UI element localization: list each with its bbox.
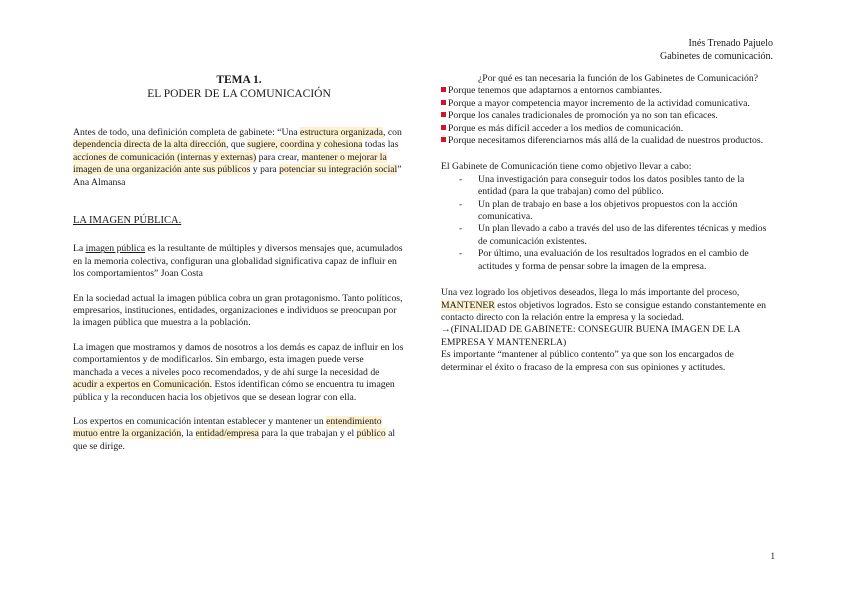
list-item (441, 135, 775, 147)
question-text: ¿Por qué es tan necesaria la función de los Gabinetes de Comunicación? (478, 73, 759, 84)
red-square-bullet-icon (441, 112, 446, 117)
society-paragraph: En la sociedad actual la imagen pública cobra un gran protagonismo. Tanto políticos, empresarios, instituciones, entidades, organizaciones e individuos se preocupan por la imagen pública que muestra a la población. (73, 292, 403, 329)
document-header (660, 37, 773, 63)
highlighted-text: entendimiento mutuo entre la organización (73, 415, 382, 440)
list-item-text: Un plan de trabajo en base a los objetivos propuestos con la acción comunicativa. (478, 198, 738, 223)
list-item (441, 223, 775, 248)
page-subtitle: EL PODER DE LA COMUNICACIÓN (147, 88, 331, 100)
text-span: ” Ana Almansa (73, 164, 402, 188)
dash-bullet: - (459, 223, 463, 235)
definition-paragraph (73, 127, 405, 189)
underlined-text: imagen pública (85, 243, 146, 255)
author-name: Inés Trenado Pajuelo (688, 38, 773, 49)
list-item (441, 199, 775, 224)
highlighted-text: potenciar su integración social (279, 164, 398, 176)
communication-experts-paragraph (73, 416, 405, 453)
list-item (441, 174, 775, 199)
highlighted-text: público (356, 428, 386, 440)
page-number: 1 (770, 551, 775, 561)
dash-bullet: - (459, 248, 463, 260)
list-item-text: Porque a mayor competencia mayor incremento de la actividad comunicativa. (448, 97, 750, 109)
highlighted-text: acudir a expertos en Comunicación (73, 379, 210, 391)
list-item-text: Una investigación para conseguir todos los datos posibles tanto de la entidad (para la que trabajan) como del público. (478, 173, 745, 198)
red-square-bullet-icon (441, 87, 446, 92)
highlighted-text: acciones de comunicación (internas y externas) (73, 151, 257, 163)
right-column (441, 73, 775, 386)
highlighted-text: entidad/empresa (195, 428, 259, 440)
text-span: La imagen que mostramos y damos de nosotros a los demás es capaz de influir en los comportamientos y de modificarlos. Sin embargo, esta imagen puede verse manchada a veces a niveles poco recomendados, y de ahí surge la necesidad de (73, 341, 404, 378)
list-item-text: Porque los canales tradicionales de promoción ya no son tan eficaces. (448, 110, 718, 122)
list-item (441, 123, 775, 135)
list-item-text: Por último, una evaluación de los resultados logrados en el cambio de actitudes y forma de pensar sobre la imagen de la empresa. (478, 248, 749, 272)
dash-bullet: - (459, 198, 463, 210)
image-definition-paragraph (73, 243, 405, 280)
course-name: Gabinetes de comunicación. (659, 51, 773, 62)
list-item-text: Porque es más difícil acceder a los medios de comunicación. (448, 122, 684, 134)
text-span: todas las (362, 139, 399, 151)
text-span: Antes de todo, una definición completa de gabinete: “Una (73, 127, 301, 138)
list-item (441, 110, 775, 122)
highlighted-text: MANTENER (441, 299, 495, 311)
left-column (73, 73, 405, 465)
experts-paragraph (73, 342, 405, 404)
section-heading: LA IMAGEN PÚBLICA. (73, 215, 182, 227)
text-span: es la resultante de múltiples y diversos mensajes que, acumulados en la memoria colectiva, configuran una globalidad significativa capaz de influir en los comportamientos” Joan Costa (73, 243, 403, 280)
finality-note: →(FINALIDAD DE GABINETE: CONSEGUIR BUENA IMAGEN DE LA EMPRESA Y MANTENERLA) (441, 324, 740, 348)
maintain-paragraph (441, 287, 775, 324)
text-span: Los expertos en comunicación intentan establecer y mantener un (73, 415, 327, 427)
text-span: para la que trabajan y el (258, 428, 357, 440)
text-span: , con (382, 127, 402, 138)
red-square-bullet-icon (441, 125, 446, 130)
page-title: TEMA 1. (216, 74, 262, 86)
text-span: Una vez logrado los objetivos deseados, llega lo más importante del proceso, (441, 287, 740, 299)
text-span: para crear, (256, 151, 302, 163)
red-square-bullet-icon (441, 100, 446, 105)
highlighted-text: estructura organizada (300, 127, 383, 138)
text-span: La (73, 243, 86, 255)
reasons-list (441, 85, 775, 147)
list-item (441, 98, 775, 110)
list-item-text: Porque tenemos que adaptarnos a entornos cambiantes. (448, 85, 662, 97)
highlighted-text: mantener o mejorar la imagen de una organización ante sus públicos (73, 151, 387, 176)
text-span: , que (226, 139, 248, 151)
red-square-bullet-icon (441, 137, 446, 142)
list-item-text: Porque necesitamos diferenciarnos más allá de la cualidad de nuestros productos. (448, 135, 764, 147)
text-span: al que se dirige. (73, 428, 396, 452)
text-span: , la (181, 428, 196, 440)
dash-bullet: - (459, 173, 463, 185)
list-item-text: Un plan llevado a cabo a través del uso de las diferentes técnicas y medios de comunicación existentes. (478, 223, 767, 247)
list-item (441, 248, 775, 273)
objective-intro: El Gabinete de Comunicación tiene como objetivo llevar a cabo: (441, 161, 692, 173)
highlighted-text: dependencia directa de la alta dirección (73, 139, 227, 151)
text-span: . Estos identifican cómo se encuentra tu imagen pública y la reconducen hacia los objetivos que se desean lograr con ella. (73, 379, 395, 403)
audience-paragraph: Es importante “mantener al público contento” ya que son los encargados de determinar el éxito o fracaso de la empresa con sus opiniones y actitudes. (441, 349, 734, 373)
highlighted-text: sugiere, coordina y cohesiona (247, 139, 363, 151)
list-item (441, 85, 775, 97)
objectives-list (441, 174, 775, 273)
text-span: estos objetivos logrados. Esto se consigue estando constantemente en contacto directo con la relación entre la empresa y la sociedad. (441, 299, 767, 323)
text-span: y para (250, 164, 280, 176)
